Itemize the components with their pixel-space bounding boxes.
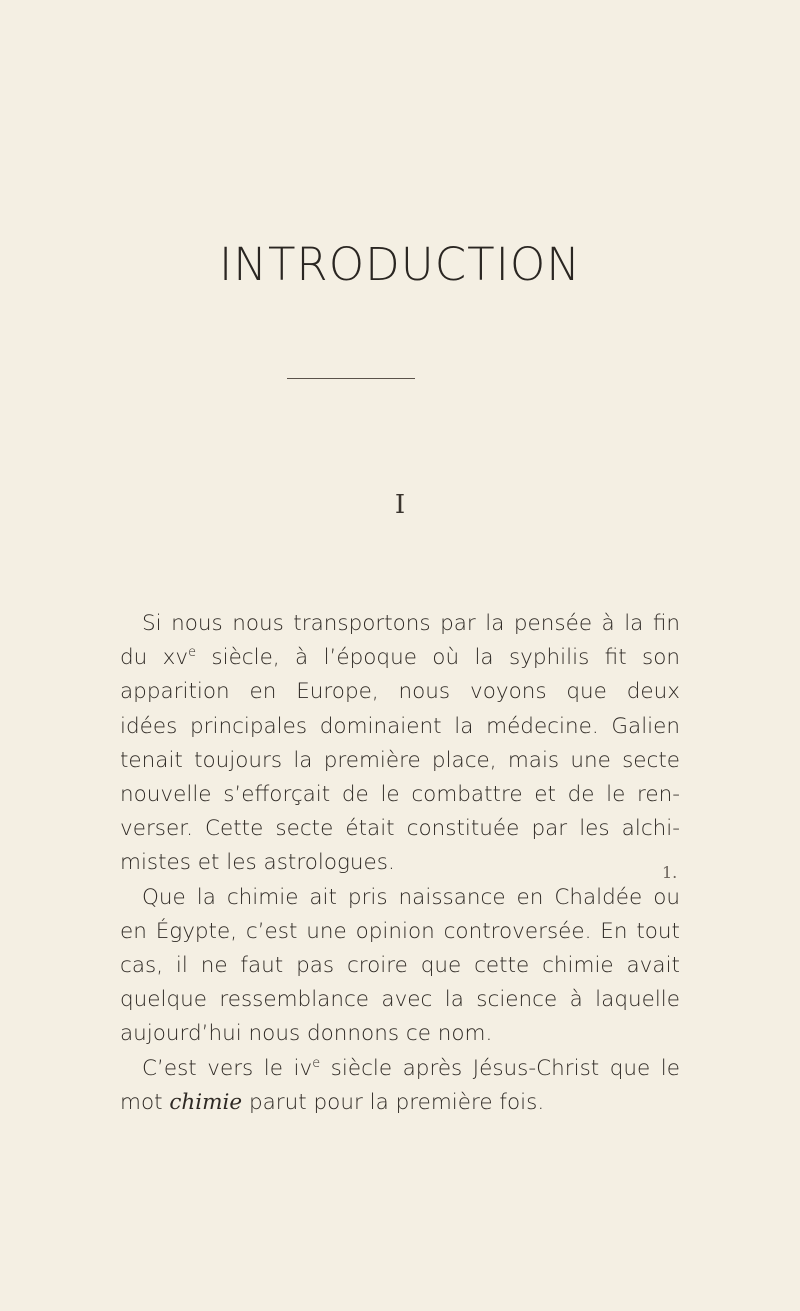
- text-line: apparition en Europe, nous voyons que deux: [120, 679, 680, 705]
- title-rule: [287, 378, 415, 379]
- italic-word: chimie: [169, 1089, 243, 1115]
- chapter-title: INTRODUCTION: [219, 238, 581, 291]
- text-line: Si nous nous transportons par la pensée à la fin: [142, 611, 680, 636]
- text-line: nouvelle s’efforçait de le combattre et de le ren-: [120, 782, 680, 808]
- text-line: mot chimie parut pour la première fois.: [120, 1089, 545, 1115]
- text-line: Que la chimie ait pris naissance en Chaldée ou: [142, 884, 680, 910]
- text-line: idées principales dominaient la médecine. Galien: [120, 713, 680, 739]
- text-line: en Égypte, c’est une opinion controversée. En tout: [120, 918, 680, 944]
- text-line: verser. Cette secte était constituée par les alchi-: [120, 816, 680, 842]
- text-line: cas, il ne faut pas croire que cette chimie avait: [120, 953, 680, 979]
- body-text: [120, 607, 680, 1120]
- superscript: e: [188, 645, 197, 661]
- text-line: aujourd’hui nous donnons ce nom.: [120, 1021, 493, 1047]
- superscript: e: [312, 1055, 321, 1071]
- page-number: 1.: [662, 863, 678, 882]
- text-line: C’est vers le $iv^e$ siècle après Jésus-Christ que le: [142, 1055, 680, 1081]
- text-line: du $xv^e$ siècle, à l’époque où la syphilis fit son: [120, 645, 680, 671]
- text-line: tenait toujours la première place, mais une secte: [120, 747, 680, 773]
- section-numeral: I: [394, 490, 406, 520]
- text-line: quelque ressemblance avec la science à laquelle: [120, 987, 680, 1013]
- text-line: mistes et les astrologues.: [120, 850, 395, 876]
